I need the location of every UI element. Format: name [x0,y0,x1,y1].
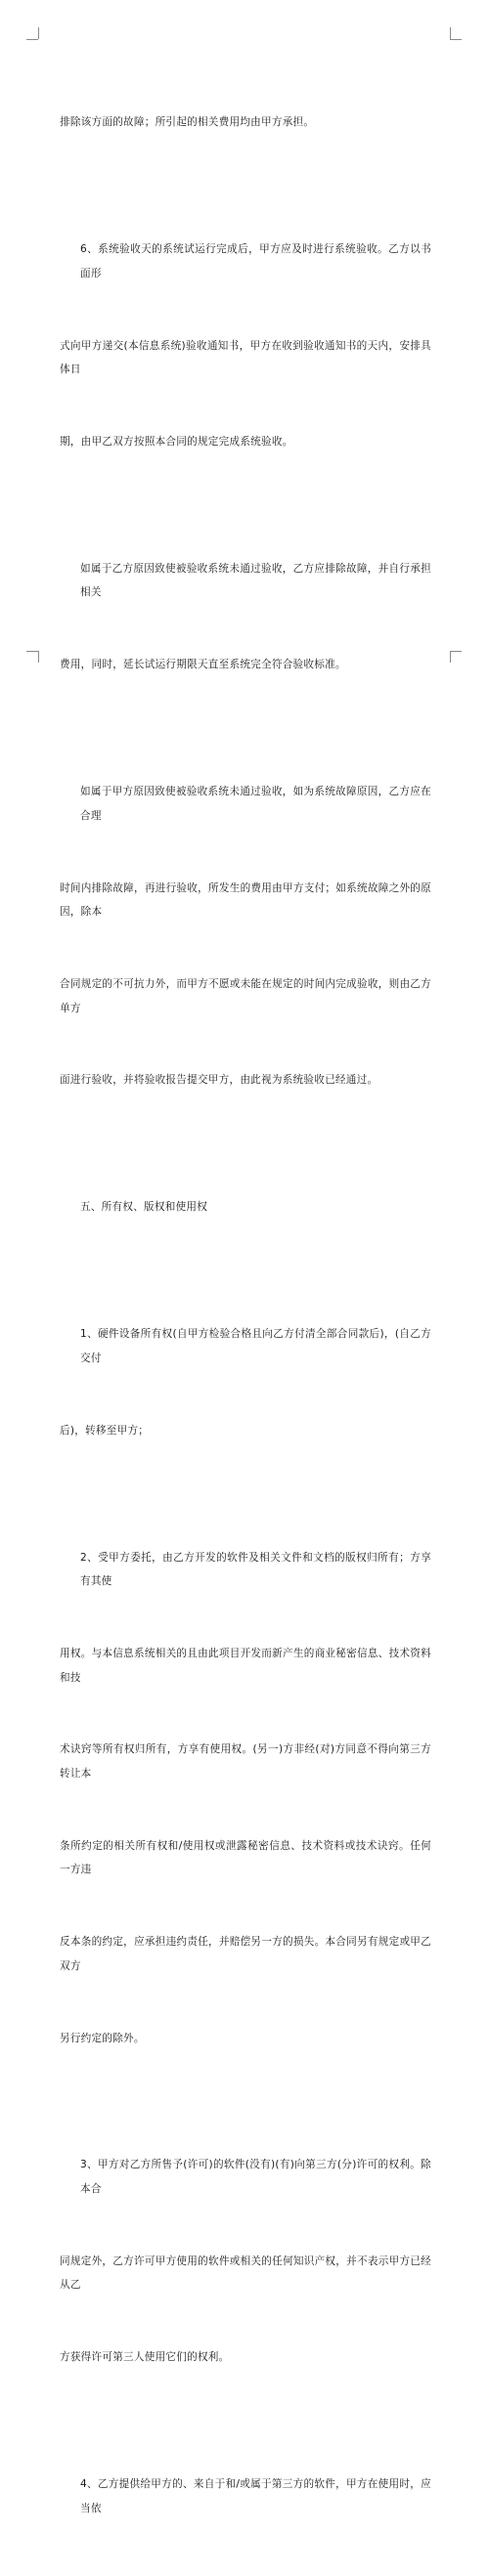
paragraph-party-b-fault [60,509,431,725]
text-line: 条所约定的相关所有权和/使用权或泄露秘密信息、技术资料或技术诀窍。任何一方违 [60,1839,431,1876]
paragraph-party-a-fault [60,732,431,1140]
text-line: 2、受甲方委托，由乙方开发的软件及相关文件和文档的版权归所有；方享有其使 [80,1551,431,1588]
crop-mark-bottom-left-h [26,651,38,652]
crop-mark-bottom-left-v [38,651,39,663]
section-heading: 五、所有权、版权和使用权 [80,1201,208,1214]
text-line: 面进行验收，并将验收报告提交甲方，由此视为系统验收已经通过。 [60,1074,378,1087]
crop-mark-top-left-h [26,39,38,40]
text-line: 方获得许可第三人使用它们的权利。 [60,2351,230,2364]
paragraph [60,63,431,183]
crop-mark-bottom-right-v [450,651,451,663]
text-line: 合同规定的不可抗力外，而甲方不愿或未能在规定的时间内完成验收，则由乙方单方 [60,977,431,1014]
paragraph-hardware-ownership [60,1274,431,1490]
text-line: 6、系统验收天的系统试运行完成后，甲方应及时进行系统验收。乙方以书面形 [80,243,431,279]
text-line: 另行约定的除外。 [60,2032,145,2044]
text-line: 时间内排除故障，再进行验收，所发生的费用由甲方支付；如系统故障之外的原因，除本 [60,881,431,919]
crop-mark-top-right-v [450,27,451,39]
text-line: 术诀窍等所有权归所有，方享有使用权。(另一)方非经(对)方同意不得向第三方转让本 [60,1743,431,1780]
paragraph-system-acceptance [60,190,431,502]
paragraph-software-copyright [60,1497,431,2098]
text-line: 式向甲方递交(本信息系统)验收通知书，甲方在收到验收通知书的天内，安排具体日 [60,339,431,376]
text-line: 3、甲方对乙方所售予(许可)的软件(没有)(有)向第三方(分)许可的权利。除本合 [80,2159,431,2196]
text-line: 排除该方面的故障；所引起的相关费用均由甲方承担。 [60,116,315,129]
text-line: 1、硬件设备所有权(自甲方检验合格且向乙方付清全部合同款后)，(自乙方交付 [80,1328,431,1364]
crop-mark-top-right-h [450,39,462,40]
section-heading-ownership [60,1147,431,1267]
text-line: 如属于乙方原因致使被验收系统未通过验收，乙方应排除故障，并自行承担相关 [80,562,431,599]
text-line: 费用，同时，延长试运行期限天直至系统完全符合验收标准。 [60,659,346,671]
document-body [60,63,431,2576]
paragraph-sublicense [60,2105,431,2418]
text-line: 期，由甲乙双方按照本合同的规定完成系统验收。 [60,435,293,448]
text-line: 后)，转移至甲方； [60,1424,150,1437]
text-line: 4、乙方提供给甲方的、来自于和/或属于第三方的软件，甲方在使用时，应当依 [80,2478,431,2514]
text-line: 反本条的约定，应承担违约责任，并赔偿另一方的损失。本合同另有规定或甲乙双方 [60,1936,431,1972]
crop-mark-top-left-v [38,27,39,39]
crop-mark-bottom-right-h [450,651,462,652]
text-line: 同规定外，乙方许可甲方使用的软件或相关的任何知识产权，并不表示甲方已经从乙 [60,2254,431,2292]
text-line: 用权。与本信息系统相关的且由此项目开发而新产生的商业秘密信息、技术资料和技 [60,1648,431,1684]
text-line: 如属于甲方原因致使被验收系统未通过验收，如为系统故障原因，乙方应在合理 [80,786,431,822]
paragraph-third-party-software [60,2425,431,2569]
